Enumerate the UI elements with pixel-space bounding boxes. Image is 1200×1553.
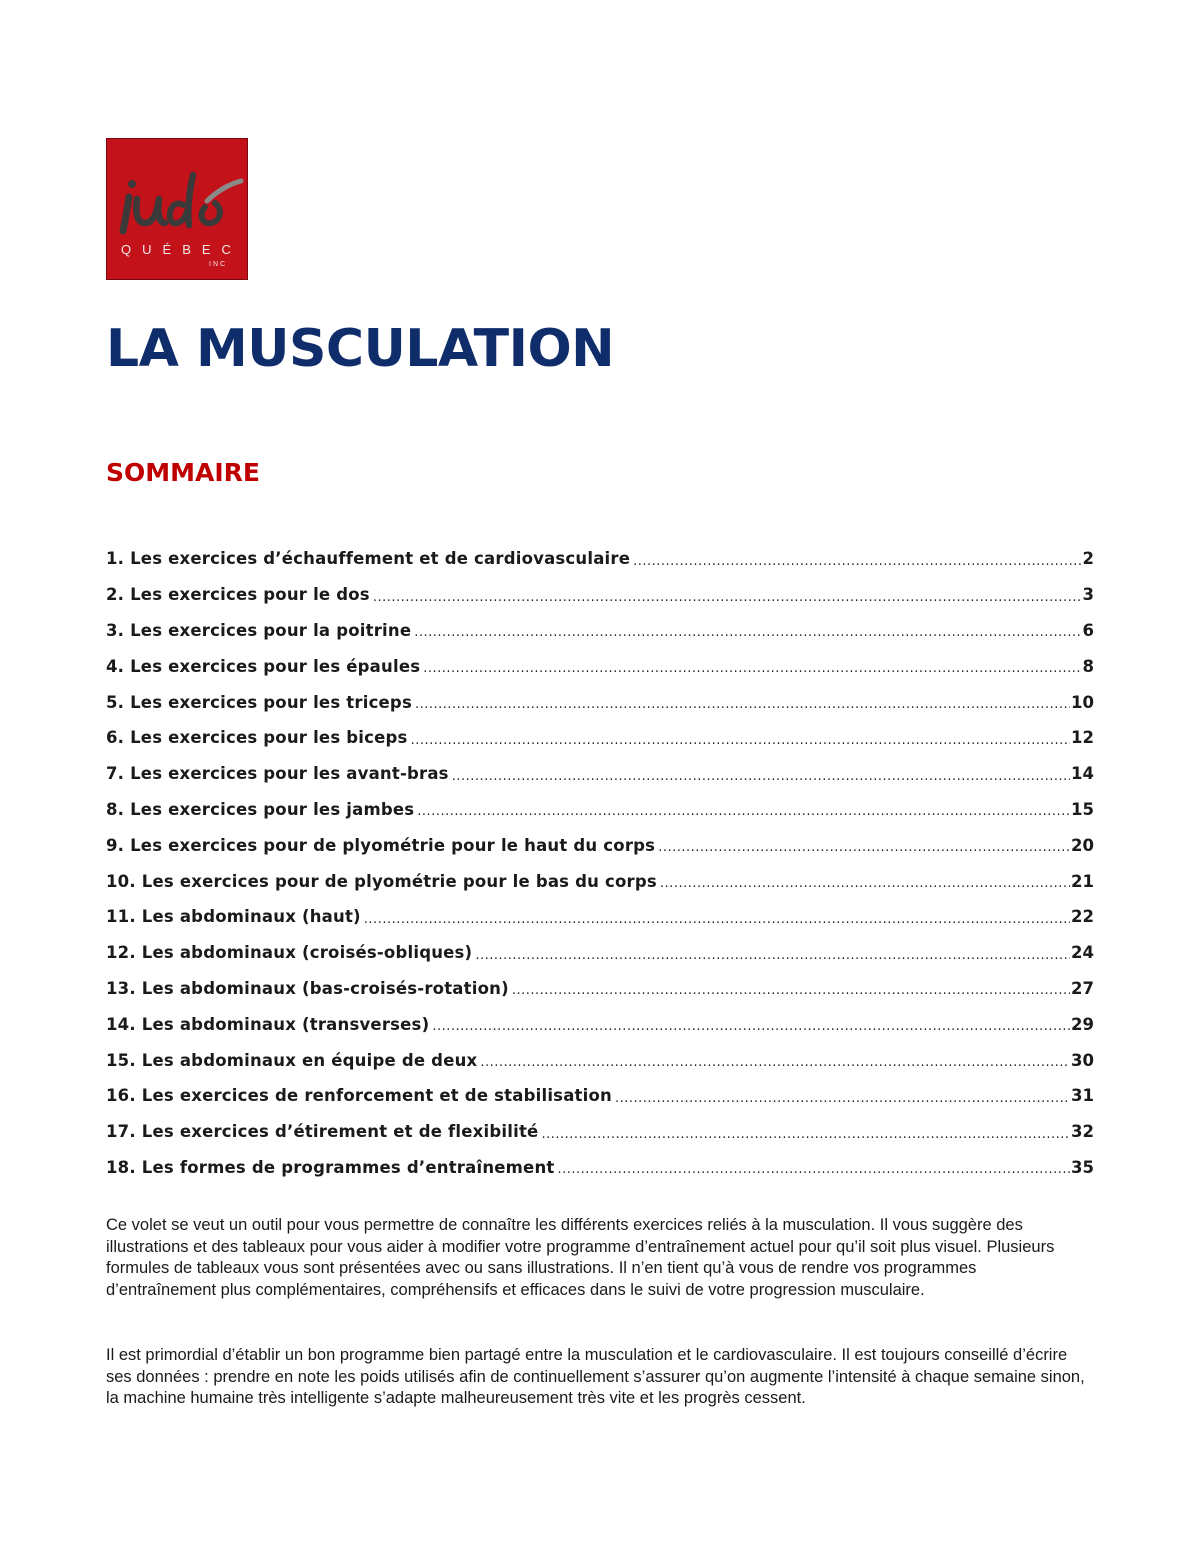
toc-entry-label: 12. Les abdominaux (croisés-obliques) <box>106 943 473 963</box>
toc-entry-label: 10. Les exercices pour de plyométrie pour le bas du corps <box>106 871 657 891</box>
toc-entry-page-number: 14 <box>1071 764 1094 784</box>
toc-entry-page-number: 20 <box>1071 835 1094 855</box>
toc-dot-leader <box>452 769 1070 792</box>
logo-subtitle: QUÉBEC <box>121 242 242 257</box>
toc-entry[interactable] <box>106 899 1094 935</box>
toc-dot-leader <box>512 983 1070 1006</box>
toc-dot-leader <box>423 661 1081 684</box>
toc-dot-leader <box>660 876 1070 899</box>
toc-entry-label: 7. Les exercices pour les avant-bras <box>106 764 449 784</box>
toc-entry-page-number: 21 <box>1071 871 1094 891</box>
toc-dot-leader <box>364 912 1070 935</box>
judo-script-logo-icon <box>107 139 248 280</box>
toc-entry[interactable] <box>106 863 1094 899</box>
toc-entry-label: 17. Les exercices d’étirement et de flexibilité <box>106 1122 539 1142</box>
toc-entry-page-number: 3 <box>1082 585 1094 605</box>
toc-entry[interactable] <box>106 1006 1094 1042</box>
summary-heading: SOMMAIRE <box>106 458 260 487</box>
toc-entry-page-number: 10 <box>1071 692 1094 712</box>
advice-paragraph: Il est primordial d’établir un bon programme bien partagé entre la musculation et le cardiovasculaire. Il est toujours conseillé d’écrire ses données : prendre en note les poids utilisés afin de continuellement s’assurer qu’on augmente l’intensité à chaque semaine sinon, la machine humaine très intelligente s’adapte malheureusement très vite et les progrès cessent. <box>106 1346 1085 1408</box>
toc-entry[interactable] <box>106 1150 1094 1186</box>
toc-dot-leader <box>373 590 1082 613</box>
toc-entry-page-number: 29 <box>1071 1014 1094 1034</box>
toc-entry-label: 11. Les abdominaux (haut) <box>106 907 361 927</box>
toc-dot-leader <box>658 840 1070 863</box>
logo-suffix: INC <box>209 261 228 268</box>
toc-dot-leader <box>541 1127 1070 1150</box>
toc-dot-leader <box>475 948 1070 971</box>
toc-entry[interactable] <box>106 756 1094 792</box>
toc-dot-leader <box>411 733 1070 756</box>
toc-entry-page-number: 30 <box>1071 1050 1094 1070</box>
toc-entry[interactable] <box>106 827 1094 863</box>
toc-entry-label: 3. Les exercices pour la poitrine <box>106 620 412 640</box>
toc-entry-page-number: 35 <box>1071 1157 1094 1177</box>
toc-entry-page-number: 32 <box>1071 1122 1094 1142</box>
toc-entry-page-number: 12 <box>1071 728 1094 748</box>
table-of-contents <box>106 541 1094 1185</box>
toc-entry[interactable] <box>106 684 1094 720</box>
judo-quebec-logo <box>106 138 248 280</box>
toc-entry[interactable] <box>106 613 1094 649</box>
toc-dot-leader <box>415 697 1070 720</box>
toc-entry-label: 9. Les exercices pour de plyométrie pour le haut du corps <box>106 835 656 855</box>
toc-entry[interactable] <box>106 935 1094 971</box>
toc-entry-label: 16. Les exercices de renforcement et de stabilisation <box>106 1086 612 1106</box>
toc-entry-page-number: 22 <box>1071 907 1094 927</box>
toc-dot-leader <box>480 1055 1070 1078</box>
intro-paragraph: Ce volet se veut un outil pour vous permettre de connaître les différents exercices reliés à la musculation. Il vous suggère des illustrations et des tableaux pour vous aider à modifier votre programme d’entraînement actuel pour qu’il soit plus visuel. Plusieurs formules de tableaux vous sont présentées avec ou sans illustrations. Il n’en tient qu’à vous de rendre vos programmes d’entraînement plus complémentaires, compréhensifs et efficaces dans le suivi de votre progression musculaire. <box>106 1216 1055 1299</box>
toc-dot-leader <box>432 1019 1070 1042</box>
toc-entry[interactable] <box>106 648 1094 684</box>
toc-entry-label: 4. Les exercices pour les épaules <box>106 656 421 676</box>
toc-entry[interactable] <box>106 971 1094 1007</box>
toc-dot-leader <box>417 804 1070 827</box>
toc-entry[interactable] <box>106 541 1094 577</box>
toc-entry-label: 14. Les abdominaux (transverses) <box>106 1014 430 1034</box>
toc-entry[interactable] <box>106 1114 1094 1150</box>
toc-entry-page-number: 8 <box>1082 656 1094 676</box>
toc-entry-label: 15. Les abdominaux en équipe de deux <box>106 1050 478 1070</box>
toc-dot-leader <box>615 1091 1070 1114</box>
toc-entry-label: 13. Les abdominaux (bas-croisés-rotation) <box>106 978 509 998</box>
toc-entry-page-number: 27 <box>1071 978 1094 998</box>
toc-entry[interactable] <box>106 792 1094 828</box>
toc-dot-leader <box>633 554 1081 577</box>
toc-entry-label: 6. Les exercices pour les biceps <box>106 728 408 748</box>
toc-entry-label: 1. Les exercices d’échauffement et de cardiovasculaire <box>106 549 631 569</box>
toc-entry-label: 2. Les exercices pour le dos <box>106 585 370 605</box>
toc-entry-page-number: 6 <box>1082 620 1094 640</box>
toc-entry-page-number: 31 <box>1071 1086 1094 1106</box>
toc-entry-label: 18. Les formes de programmes d’entraînement <box>106 1157 555 1177</box>
toc-entry-page-number: 2 <box>1082 549 1094 569</box>
toc-entry-label: 8. Les exercices pour les jambes <box>106 799 415 819</box>
toc-entry-page-number: 15 <box>1071 799 1094 819</box>
toc-dot-leader <box>414 625 1081 648</box>
toc-entry[interactable] <box>106 1078 1094 1114</box>
page-title: LA MUSCULATION <box>106 319 615 379</box>
toc-dot-leader <box>557 1162 1070 1185</box>
toc-entry-label: 5. Les exercices pour les triceps <box>106 692 412 712</box>
toc-entry[interactable] <box>106 1042 1094 1078</box>
toc-entry[interactable] <box>106 720 1094 756</box>
toc-entry[interactable] <box>106 577 1094 613</box>
toc-entry-page-number: 24 <box>1071 943 1094 963</box>
